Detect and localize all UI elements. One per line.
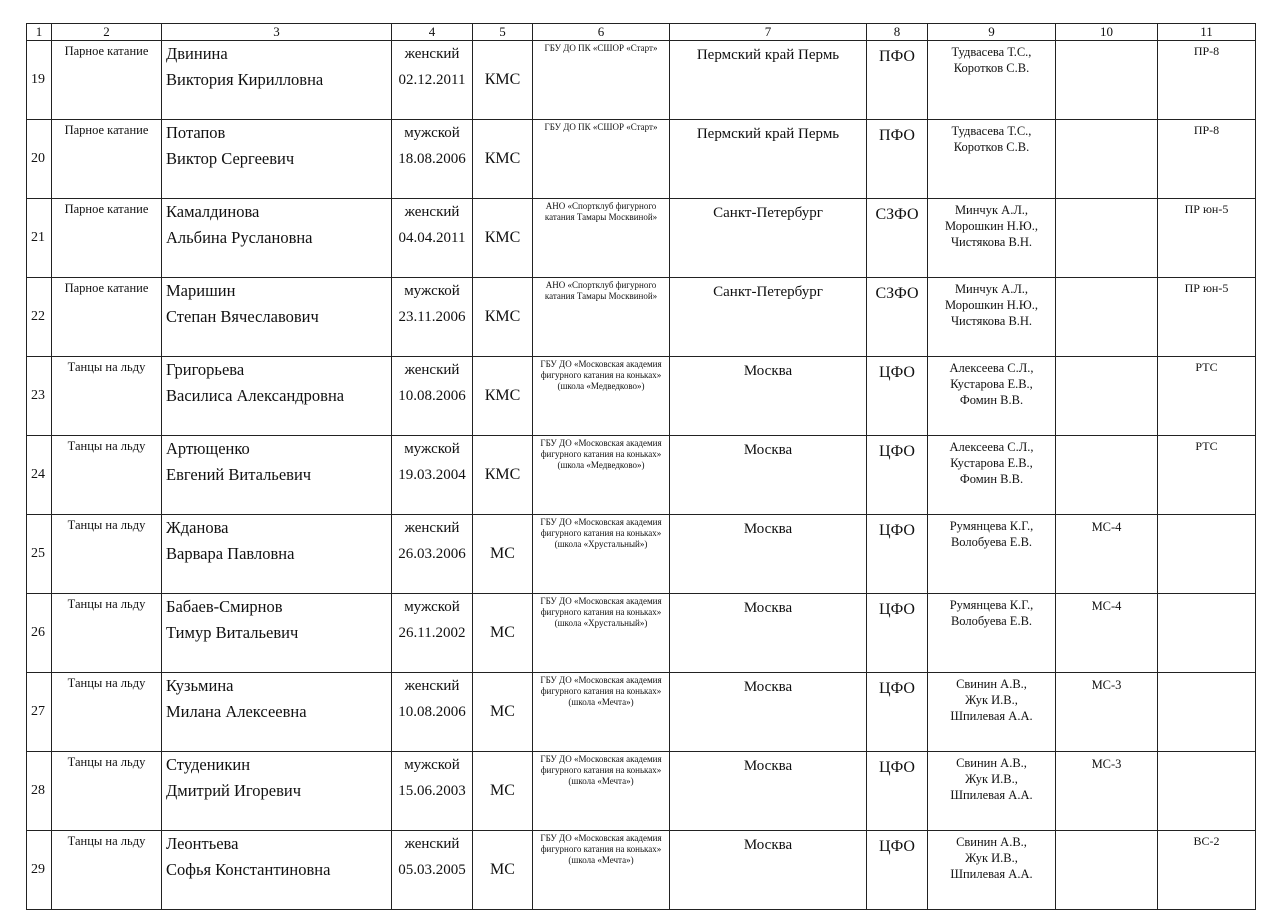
region-cell — [670, 120, 867, 199]
sport-rank-cell: МС — [473, 752, 533, 831]
organization-name: АНО «Спортклуб фигурного катания Тамары Москвиной» — [544, 280, 658, 301]
discipline-cell: Танцы на льду — [52, 673, 162, 752]
column-10-cell — [1056, 120, 1158, 199]
federal-district-cell: ЦФО — [867, 594, 928, 673]
sport-rank-cell: МС — [473, 515, 533, 594]
organization-cell — [533, 436, 670, 515]
column-11-cell — [1158, 673, 1256, 752]
athlete-surname: Артющенко — [166, 439, 250, 458]
coach-name: Чистякова В.Н. — [950, 314, 1033, 328]
column-11-cell: ПР юн-5 — [1158, 278, 1256, 357]
organization-cell — [533, 831, 670, 910]
column-number: 3 — [162, 24, 392, 41]
organization-name: ГБУ ДО «Московская академия фигурного катания на коньках» (школа «Мечта») — [540, 833, 662, 865]
coach-name: Свинин А.В., — [956, 677, 1027, 691]
organization-cell — [533, 199, 670, 278]
gender-birth-cell — [392, 752, 473, 831]
coach-name: Минчук А.Л., — [954, 203, 1029, 217]
region-name: Пермский край Пермь — [696, 47, 840, 63]
coaches-cell — [928, 515, 1056, 594]
column-11-cell: ПР-8 — [1158, 41, 1256, 120]
column-10-cell — [1056, 41, 1158, 120]
discipline-cell: Танцы на льду — [52, 436, 162, 515]
coach-name: Шпилевая А.А. — [950, 867, 1033, 881]
gender: мужской — [404, 283, 460, 299]
gender-birth-cell — [392, 515, 473, 594]
federal-district-cell: ЦФО — [867, 673, 928, 752]
coach-name: Кустарова Е.В., — [950, 456, 1033, 470]
discipline-cell: Парное катание — [52, 278, 162, 357]
birth-date: 02.12.2011 — [398, 72, 466, 88]
column-10-cell — [1056, 278, 1158, 357]
region-cell — [670, 357, 867, 436]
table-row — [27, 515, 1256, 594]
coach-name: Морошкин Н.Ю., — [944, 219, 1038, 233]
gender-birth-cell — [392, 831, 473, 910]
region-cell — [670, 752, 867, 831]
organization-name: ГБУ ДО «Московская академия фигурного катания на коньках» (школа «Хрустальный») — [540, 517, 662, 549]
coach-name: Фомин В.В. — [959, 472, 1024, 486]
birth-date: 26.11.2002 — [398, 625, 466, 641]
birth-date: 05.03.2005 — [398, 862, 466, 878]
discipline-cell: Парное катание — [52, 199, 162, 278]
birth-date: 15.06.2003 — [398, 783, 466, 799]
sport-rank-cell: МС — [473, 673, 533, 752]
sport-rank-cell: КМС — [473, 41, 533, 120]
region-name: Москва — [743, 679, 793, 695]
region-cell — [670, 199, 867, 278]
coaches-cell — [928, 199, 1056, 278]
federal-district-cell: ЦФО — [867, 357, 928, 436]
table-row — [27, 41, 1256, 120]
table-row — [27, 436, 1256, 515]
sport-rank-cell: МС — [473, 594, 533, 673]
region-name: Москва — [743, 521, 793, 537]
region-name: Пермский край Пермь — [696, 126, 840, 142]
coach-name: Алексеева С.Л., — [949, 440, 1034, 454]
athlete-name-cell — [162, 436, 392, 515]
discipline-cell: Парное катание — [52, 120, 162, 199]
column-11-cell: РТС — [1158, 357, 1256, 436]
athlete-name-cell — [162, 752, 392, 831]
birth-date: 26.03.2006 — [398, 546, 466, 562]
coach-name: Шпилевая А.А. — [950, 788, 1033, 802]
coach-name: Коротков С.В. — [953, 140, 1030, 154]
column-11-cell — [1158, 594, 1256, 673]
coach-name: Свинин А.В., — [956, 835, 1027, 849]
table-row — [27, 357, 1256, 436]
column-number: 10 — [1056, 24, 1158, 41]
gender: женский — [404, 204, 460, 220]
discipline-cell: Танцы на льду — [52, 515, 162, 594]
row-number: 28 — [27, 752, 52, 831]
column-10-cell: МС-4 — [1056, 515, 1158, 594]
discipline-cell: Парное катание — [52, 41, 162, 120]
coach-name: Жук И.В., — [965, 772, 1018, 786]
discipline-cell: Танцы на льду — [52, 594, 162, 673]
organization-cell — [533, 41, 670, 120]
column-10-cell — [1056, 831, 1158, 910]
table-row — [27, 831, 1256, 910]
sport-rank-cell: МС — [473, 831, 533, 910]
coaches-cell — [928, 120, 1056, 199]
organization-name: ГБУ ДО ПК «СШОР «Старт» — [544, 122, 658, 132]
athletes-table — [26, 23, 1256, 910]
gender: мужской — [404, 757, 460, 773]
column-10-cell: МС-3 — [1056, 673, 1158, 752]
organization-cell — [533, 278, 670, 357]
coach-name: Минчук А.Л., — [954, 282, 1029, 296]
coach-name: Чистякова В.Н. — [950, 235, 1033, 249]
region-name: Москва — [743, 363, 793, 379]
athlete-given-names: Альбина Руслановна — [166, 228, 313, 247]
gender-birth-cell — [392, 199, 473, 278]
coach-name: Морошкин Н.Ю., — [944, 298, 1038, 312]
federal-district-cell: ПФО — [867, 120, 928, 199]
column-number-header — [27, 24, 1256, 41]
coach-name: Румянцева К.Г., — [949, 519, 1034, 533]
table-body — [27, 24, 1256, 910]
athlete-surname: Маришин — [166, 281, 236, 300]
region-cell — [670, 515, 867, 594]
column-number: 5 — [473, 24, 533, 41]
organization-name: АНО «Спортклуб фигурного катания Тамары Москвиной» — [544, 201, 658, 222]
athlete-name-cell — [162, 357, 392, 436]
athlete-given-names: Софья Константиновна — [166, 860, 331, 879]
column-10-cell — [1056, 357, 1158, 436]
coach-name: Тудвасева Т.С., — [951, 124, 1032, 138]
gender: женский — [404, 520, 460, 536]
coach-name: Румянцева К.Г., — [949, 598, 1034, 612]
athlete-surname: Жданова — [166, 518, 229, 537]
organization-cell — [533, 752, 670, 831]
sport-rank-cell: КМС — [473, 199, 533, 278]
athlete-name-cell — [162, 831, 392, 910]
column-number: 2 — [52, 24, 162, 41]
coach-name: Жук И.В., — [965, 693, 1018, 707]
region-cell — [670, 436, 867, 515]
column-number: 7 — [670, 24, 867, 41]
federal-district-cell: ЦФО — [867, 436, 928, 515]
organization-name: ГБУ ДО «Московская академия фигурного катания на коньках» (школа «Мечта») — [540, 754, 662, 786]
column-number: 11 — [1158, 24, 1256, 41]
athlete-surname: Студеникин — [166, 755, 251, 774]
federal-district-cell: ПФО — [867, 41, 928, 120]
gender: мужской — [404, 599, 460, 615]
table-row — [27, 752, 1256, 831]
athlete-surname: Кузьмина — [166, 676, 234, 695]
table-row — [27, 673, 1256, 752]
table-row — [27, 278, 1256, 357]
athlete-name-cell — [162, 120, 392, 199]
column-number: 9 — [928, 24, 1056, 41]
table-row — [27, 120, 1256, 199]
sport-rank-cell: КМС — [473, 278, 533, 357]
column-10-cell — [1056, 199, 1158, 278]
organization-name: ГБУ ДО ПК «СШОР «Старт» — [544, 43, 658, 53]
organization-cell — [533, 357, 670, 436]
coach-name: Кустарова Е.В., — [950, 377, 1033, 391]
column-number: 8 — [867, 24, 928, 41]
athlete-name-cell — [162, 199, 392, 278]
region-name: Москва — [743, 600, 793, 616]
gender: мужской — [404, 125, 460, 141]
coaches-cell — [928, 357, 1056, 436]
organization-name: ГБУ ДО «Московская академия фигурного катания на коньках» (школа «Медведково») — [540, 438, 662, 470]
athlete-name-cell — [162, 41, 392, 120]
column-11-cell: ПР-8 — [1158, 120, 1256, 199]
athlete-given-names: Виктория Кирилловна — [166, 70, 324, 89]
organization-cell — [533, 515, 670, 594]
gender: женский — [404, 46, 460, 62]
coach-name: Волобуева Е.В. — [950, 535, 1033, 549]
coach-name: Фомин В.В. — [959, 393, 1024, 407]
athlete-given-names: Евгений Витальевич — [166, 465, 312, 484]
region-name: Москва — [743, 758, 793, 774]
coaches-cell — [928, 278, 1056, 357]
sport-rank-cell: КМС — [473, 436, 533, 515]
birth-date: 19.03.2004 — [398, 467, 466, 483]
row-number: 21 — [27, 199, 52, 278]
athlete-name-cell — [162, 594, 392, 673]
row-number: 23 — [27, 357, 52, 436]
sport-rank-cell: КМС — [473, 120, 533, 199]
coach-name: Коротков С.В. — [953, 61, 1030, 75]
athlete-surname: Бабаев-Смирнов — [166, 597, 283, 616]
athlete-given-names: Милана Алексеевна — [166, 702, 307, 721]
coach-name: Волобуева Е.В. — [950, 614, 1033, 628]
birth-date: 10.08.2006 — [398, 704, 466, 720]
table-row — [27, 594, 1256, 673]
region-name: Санкт-Петербург — [713, 284, 823, 300]
athlete-given-names: Варвара Павловна — [166, 544, 295, 563]
region-cell — [670, 673, 867, 752]
organization-name: ГБУ ДО «Московская академия фигурного катания на коньках» (школа «Хрустальный») — [540, 596, 662, 628]
athlete-surname: Потапов — [166, 123, 226, 142]
row-number: 20 — [27, 120, 52, 199]
federal-district-cell: СЗФО — [867, 278, 928, 357]
gender-birth-cell — [392, 278, 473, 357]
athlete-name-cell — [162, 515, 392, 594]
athlete-surname: Камалдинова — [166, 202, 260, 221]
athlete-given-names: Василиса Александровна — [166, 386, 345, 405]
region-cell — [670, 41, 867, 120]
gender-birth-cell — [392, 357, 473, 436]
coaches-cell — [928, 41, 1056, 120]
row-number: 24 — [27, 436, 52, 515]
coach-name: Алексеева С.Л., — [949, 361, 1034, 375]
coaches-cell — [928, 436, 1056, 515]
coaches-cell — [928, 752, 1056, 831]
coaches-cell — [928, 831, 1056, 910]
column-10-cell: МС-4 — [1056, 594, 1158, 673]
organization-cell — [533, 120, 670, 199]
column-number: 4 — [392, 24, 473, 41]
coach-name: Жук И.В., — [965, 851, 1018, 865]
discipline-cell: Танцы на льду — [52, 357, 162, 436]
row-number: 19 — [27, 41, 52, 120]
gender: женский — [404, 362, 460, 378]
athlete-given-names: Виктор Сергеевич — [166, 149, 295, 168]
birth-date: 23.11.2006 — [398, 309, 466, 325]
column-11-cell — [1158, 752, 1256, 831]
gender: мужской — [404, 441, 460, 457]
federal-district-cell: ЦФО — [867, 831, 928, 910]
region-cell — [670, 831, 867, 910]
discipline-cell: Танцы на льду — [52, 831, 162, 910]
gender: женский — [404, 836, 460, 852]
athlete-name-cell — [162, 673, 392, 752]
organization-name: ГБУ ДО «Московская академия фигурного катания на коньках» (школа «Мечта») — [540, 675, 662, 707]
region-name: Санкт-Петербург — [713, 205, 823, 221]
gender-birth-cell — [392, 673, 473, 752]
column-11-cell: ПР юн-5 — [1158, 199, 1256, 278]
column-10-cell — [1056, 436, 1158, 515]
gender-birth-cell — [392, 436, 473, 515]
athlete-surname: Двинина — [166, 44, 228, 63]
sport-rank-cell: КМС — [473, 357, 533, 436]
row-number: 25 — [27, 515, 52, 594]
coach-name: Шпилевая А.А. — [950, 709, 1033, 723]
discipline-cell: Танцы на льду — [52, 752, 162, 831]
birth-date: 10.08.2006 — [398, 388, 466, 404]
column-11-cell: РТС — [1158, 436, 1256, 515]
row-number: 27 — [27, 673, 52, 752]
athlete-given-names: Дмитрий Игоревич — [166, 781, 301, 800]
gender-birth-cell — [392, 594, 473, 673]
coach-name: Свинин А.В., — [956, 756, 1027, 770]
athlete-surname: Леонтьева — [166, 834, 239, 853]
coach-name: Тудвасева Т.С., — [951, 45, 1032, 59]
coaches-cell — [928, 594, 1056, 673]
birth-date: 18.08.2006 — [398, 151, 466, 167]
column-number: 1 — [27, 24, 52, 41]
gender-birth-cell — [392, 41, 473, 120]
column-11-cell — [1158, 515, 1256, 594]
athlete-given-names: Степан Вячеславович — [166, 307, 319, 326]
birth-date: 04.04.2011 — [398, 230, 466, 246]
coaches-cell — [928, 673, 1056, 752]
region-cell — [670, 278, 867, 357]
row-number: 22 — [27, 278, 52, 357]
row-number: 29 — [27, 831, 52, 910]
region-cell — [670, 594, 867, 673]
table-row — [27, 199, 1256, 278]
organization-cell — [533, 673, 670, 752]
row-number: 26 — [27, 594, 52, 673]
column-number: 6 — [533, 24, 670, 41]
gender-birth-cell — [392, 120, 473, 199]
federal-district-cell: ЦФО — [867, 515, 928, 594]
column-10-cell: МС-3 — [1056, 752, 1158, 831]
region-name: Москва — [743, 837, 793, 853]
region-name: Москва — [743, 442, 793, 458]
column-11-cell: ВС-2 — [1158, 831, 1256, 910]
athlete-name-cell — [162, 278, 392, 357]
federal-district-cell: СЗФО — [867, 199, 928, 278]
athlete-surname: Григорьева — [166, 360, 245, 379]
gender: женский — [404, 678, 460, 694]
athlete-given-names: Тимур Витальевич — [166, 623, 299, 642]
organization-name: ГБУ ДО «Московская академия фигурного катания на коньках» (школа «Медведково») — [540, 359, 662, 391]
federal-district-cell: ЦФО — [867, 752, 928, 831]
organization-cell — [533, 594, 670, 673]
